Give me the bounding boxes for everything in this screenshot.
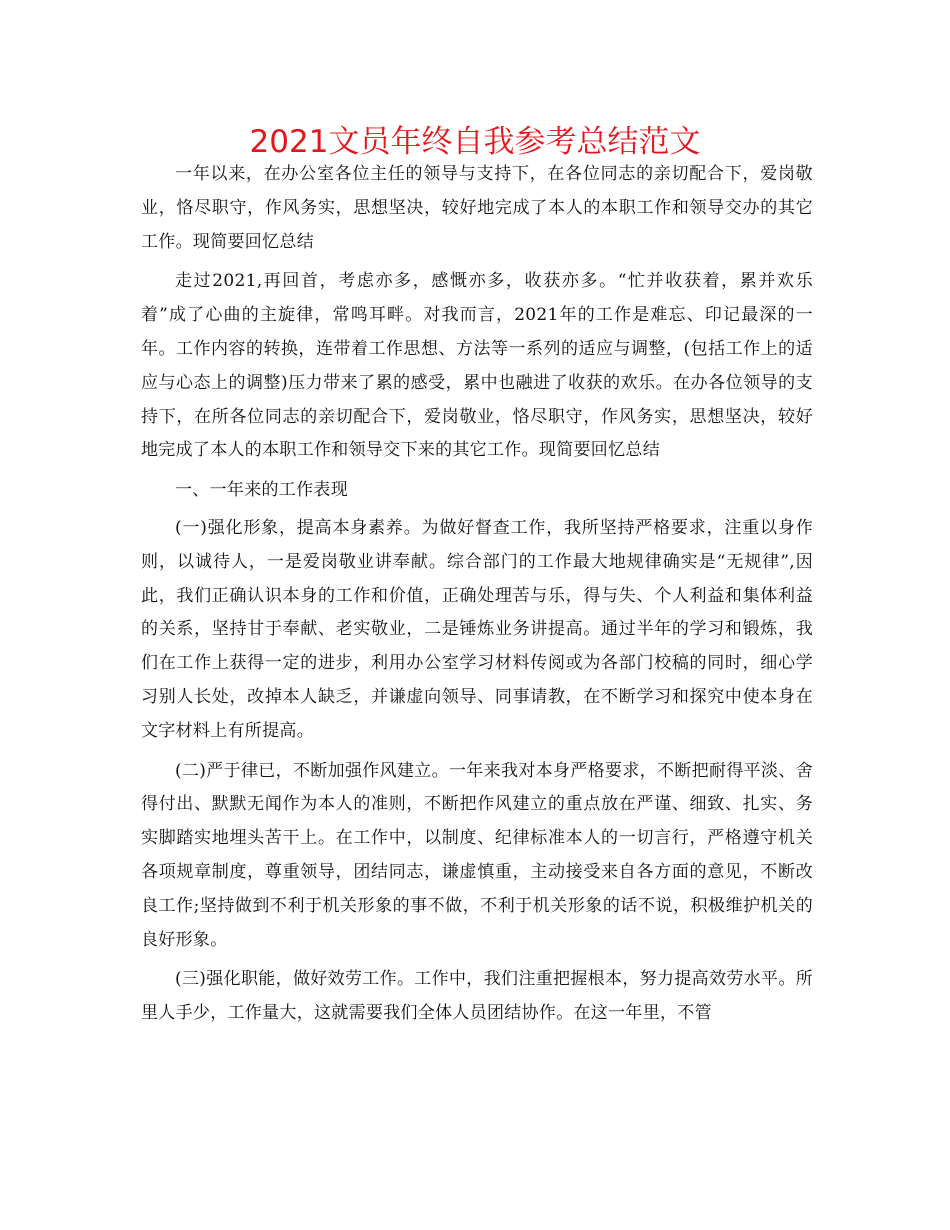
document-title: 2021文员年终自我参考总结范文 (249, 124, 701, 160)
paragraph-item-2: (二)严于律已，不断加强作风建立。一年来我对本身严格要求，不断把耐得平淡、舍得付出、默默无闻作为本人的准则，不断把作风建立的重点放在严谨、细致、扎实、务实脚踏实地埋头苦干上。在工作中，以制度、纪律标准本人的一切言行，严格遵守机关各项规章制度，尊重领导，团结同志，谦虚慎重，主动接受来自各方面的意见，不断改良工作;坚持做到不利于机关形象的事不做，不利于机关形象的话不说，积极维护机关的良好形象。 (141, 760, 813, 950)
paragraph-intro: 一年以来，在办公室各位主任的领导与支持下，在各位同志的亲切配合下，爱岗敬业，恪尽职守，作风务实，思想坚决，较好地完成了本人的本职工作和领导交办的其它工作。现简要回忆总结 (141, 164, 813, 252)
section-heading: 一、一年来的工作表现 (175, 480, 348, 501)
paragraph-item-1: (一)强化形象，提高本身素养。为做好督查工作，我所坚持严格要求，注重以身作则，以诚待人，一是爱岗敬业讲奉献。综合部门的工作最大地规律确实是“无规律”,因此，我们正确认识本身的工作和价值，正确处理苦与乐，得与失、个人利益和集体利益的关系，坚持甘于奉献、老实敬业，二是锤炼业务讲提高。通过半年的学习和锻炼，我们在工作上获得一定的进步，利用办公室学习材料传阅或为各部门校稿的同时，细心学习别人长处，改掉本人缺乏，并谦虚向领导、同事请教，在不断学习和探究中使本身在文字材料上有所提高。 (141, 517, 813, 741)
paragraph-review: 走过2021,再回首，考虑亦多，感慨亦多，收获亦多。“忙并收获着，累并欢乐着”成了心曲的主旋律，常鸣耳畔。对我而言，2021年的工作是难忘、印记最深的一年。工作内容的转换，连带着工作思想、方法等一系列的适应与调整，(包括工作上的适应与心态上的调整)压力带来了累的感受，累中也融进了收获的欢乐。在办各位领导的支持下，在所各位同志的亲切配合下，爱岗敬业，恪尽职守，作风务实，思想坚决，较好地完成了本人的本职工作和领导交下来的其它工作。现简要回忆总结 (141, 271, 813, 461)
paragraph-item-3: (三)强化职能，做好效劳工作。工作中，我们注重把握根本，努力提高效劳水平。所里人手少，工作量大，这就需要我们全体人员团结协作。在这一年里，不管 (141, 969, 813, 1024)
document-body (141, 158, 813, 1037)
